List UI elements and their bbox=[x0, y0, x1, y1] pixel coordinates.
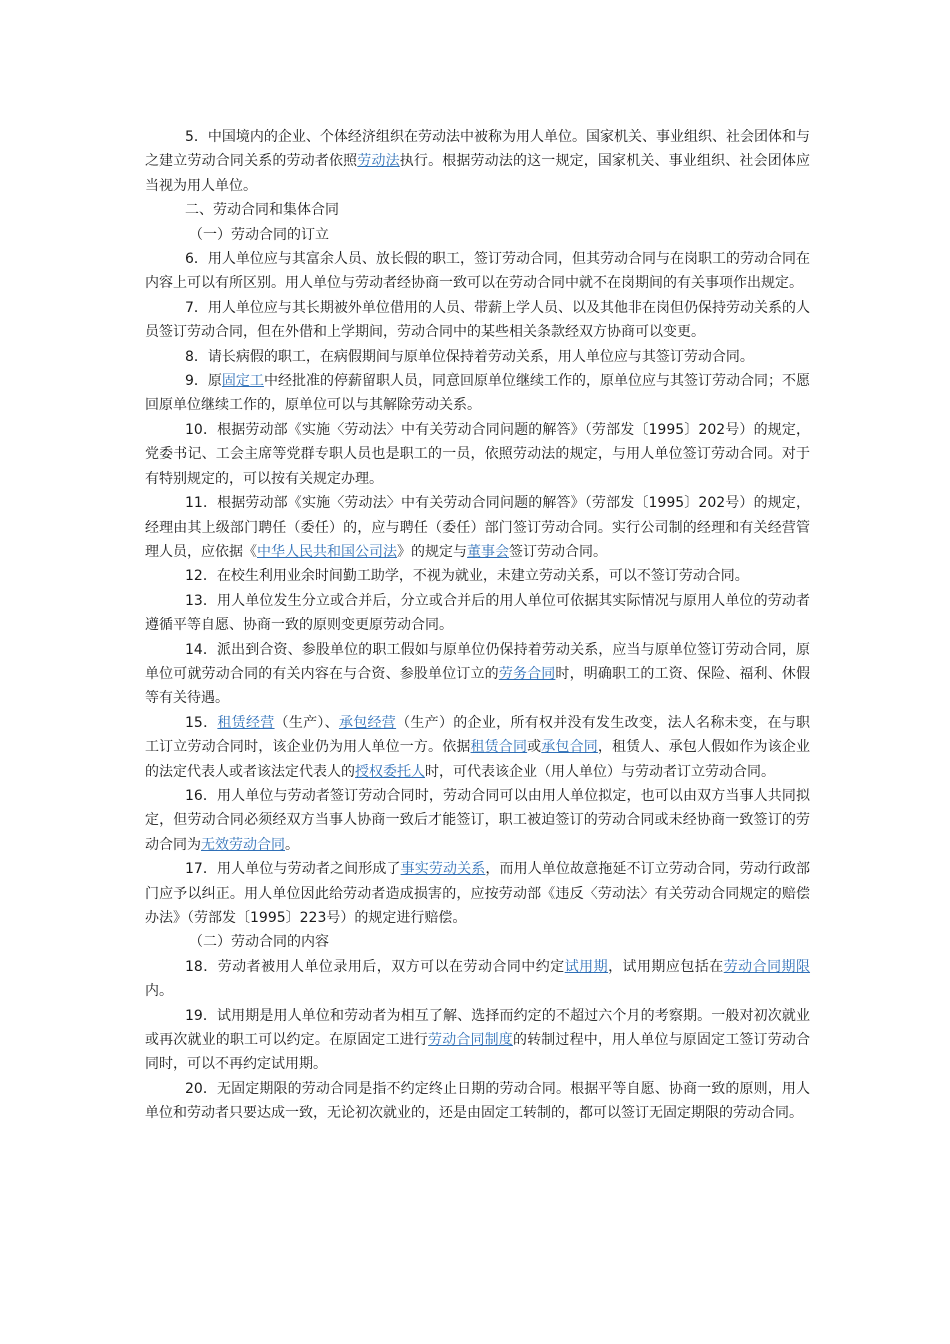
paragraph-text: 9．原 bbox=[185, 373, 222, 390]
paragraph bbox=[145, 955, 810, 1004]
paragraph-text: ，试用期应包括在 bbox=[608, 958, 724, 975]
paragraph-text: 20．无固定期限的劳动合同是指不约定终止日期的劳动合同。根据平等自愿、协商一致的原则，用人单位和劳动者只要达成一致，无论初次就业的，还是由固定工转制的，都可以签订无固定期限的劳动合同。 bbox=[145, 1080, 810, 1122]
paragraph-text: 12．在校生利用业余时间勤工助学，不视为就业，未建立劳动关系，可以不签订劳动合同。 bbox=[185, 568, 749, 585]
paragraph-text: 18．劳动者被用人单位录用后，双方可以在劳动合同中约定 bbox=[185, 958, 565, 975]
paragraph bbox=[145, 125, 810, 198]
paragraph bbox=[145, 491, 810, 564]
paragraph-text: ，租赁人、承包人假如作为该企业的法定代表人或者该法定代表人的 bbox=[145, 739, 811, 780]
paragraph-text: 执行。根据劳动法的这一规定，国家机关、事业组织、社会团体应当视为用人单位。 bbox=[145, 153, 811, 194]
paragraph bbox=[145, 784, 810, 857]
paragraph bbox=[145, 564, 810, 588]
paragraph-text: 15． bbox=[185, 714, 218, 731]
paragraph-text: 11．根据劳动部《实施〈劳动法〉中有关劳动合同问题的解答》（劳部发〔1995〕202号）的规定，经理由其上级部门聘任（委任）的，应与聘任（委任）部门签订劳动合同。实行公司制的经理和有关经营管理人员，应依据《 bbox=[145, 495, 810, 560]
paragraph-text: 13．用人单位发生分立或合并后，分立或合并后的用人单位可依据其实际情况与原用人单位的劳动者遵循平等自愿、协商一致的原则变更原劳动合同。 bbox=[145, 592, 810, 634]
hyperlink[interactable]: 劳动合同期限 bbox=[723, 958, 811, 975]
hyperlink[interactable]: 承包合同 bbox=[541, 739, 598, 756]
paragraph-text: 中经批准的停薪留职人员，同意回原单位继续工作的，原单位应与其签订劳动合同；不愿回原单位继续工作的，原单位可以与其解除劳动关系。 bbox=[145, 373, 811, 414]
paragraph-text: 内。 bbox=[145, 983, 173, 1000]
paragraph-text: 19．试用期是用人单位和劳动者为相互了解、选择而约定的不超过六个月的考察期。一般对初次就业或再次就业的职工可以约定。在原固定工进行 bbox=[145, 1007, 810, 1049]
paragraph-text: 8．请长病假的职工，在病假期间与原单位保持着劳动关系，用人单位应与其签订劳动合同。 bbox=[185, 348, 754, 365]
paragraph bbox=[145, 711, 810, 784]
paragraph bbox=[145, 589, 810, 638]
hyperlink[interactable]: 劳动法 bbox=[357, 153, 400, 170]
paragraph bbox=[145, 930, 810, 954]
hyperlink[interactable]: 固定工 bbox=[221, 373, 264, 390]
paragraph-text: 时，明确职工的工资、保险、福利、休假等有关待遇。 bbox=[145, 665, 811, 707]
paragraph-text: （生产）、 bbox=[274, 714, 339, 731]
paragraph-text: 签订劳动合同。 bbox=[509, 543, 607, 560]
paragraph-text: ，而用人单位故意拖延不订立劳动合同，劳动行政部门应予以纠正。用人单位因此给劳动者造成损害的，应按劳动部《违反〈劳动法〉有关劳动合同规定的赔偿办法》（劳部发〔1995〕223号）的规定进行赔偿。 bbox=[145, 861, 811, 926]
paragraph bbox=[145, 296, 810, 345]
paragraph bbox=[145, 418, 810, 491]
hyperlink[interactable]: 中华人民共和国公司法 bbox=[257, 543, 397, 560]
paragraph-text: 17．用人单位与劳动者之间形成了 bbox=[185, 861, 401, 878]
paragraph bbox=[145, 1004, 810, 1077]
hyperlink[interactable]: 劳动合同制度 bbox=[428, 1032, 513, 1049]
paragraph bbox=[145, 1077, 810, 1126]
paragraph-text: 16．用人单位与劳动者签订劳动合同时，劳动合同可以由用人单位拟定，也可以由双方当事人共同拟定，但劳动合同必须经双方当事人协商一致后才能签订，职工被迫签订的劳动合同或未经协商一致签订的劳动合同为 bbox=[145, 787, 810, 853]
paragraph bbox=[145, 369, 810, 418]
hyperlink[interactable]: 授权委托人 bbox=[355, 763, 425, 780]
hyperlink[interactable]: 事实劳动关系 bbox=[400, 861, 486, 878]
paragraph bbox=[145, 247, 810, 296]
paragraph bbox=[145, 857, 810, 930]
paragraph-text: （二）劳动合同的内容 bbox=[189, 934, 329, 951]
hyperlink[interactable]: 租赁经营 bbox=[217, 714, 275, 731]
paragraph-text: 10．根据劳动部《实施〈劳动法〉中有关劳动合同问题的解答》（劳部发〔1995〕202号）的规定，党委书记、工会主席等党群专职人员也是职工的一员，依照劳动法的规定，与用人单位签订劳动合同。对于有特别规定的，可以按有关规定办理。 bbox=[145, 421, 810, 487]
hyperlink[interactable]: 董事会 bbox=[467, 543, 509, 560]
paragraph-text: 》的规定与 bbox=[397, 543, 467, 560]
paragraph-text: 的转制过程中，用人单位与原固定工签订劳动合同时，可以不再约定试用期。 bbox=[145, 1032, 811, 1073]
paragraph-text: 。 bbox=[285, 836, 299, 853]
paragraph bbox=[145, 345, 810, 369]
hyperlink[interactable]: 试用期 bbox=[564, 958, 609, 975]
hyperlink[interactable]: 劳务合同 bbox=[498, 665, 556, 682]
paragraph-text: 或 bbox=[527, 739, 542, 756]
hyperlink[interactable]: 承包经营 bbox=[338, 714, 397, 731]
paragraph-text: 14．派出到合资、参股单位的职工假如与原单位仍保持着劳动关系，应当与原单位签订劳动合同，原单位可就劳动合同的有关内容在与合资、参股单位订立的 bbox=[145, 641, 810, 682]
paragraph-text: 二、劳动合同和集体合同 bbox=[185, 202, 339, 219]
document-body bbox=[145, 125, 810, 1126]
paragraph-text: 7．用人单位应与其长期被外单位借用的人员、带薪上学人员、以及其他非在岗但仍保持劳动关系的人员签订劳动合同，但在外借和上学期间，劳动合同中的某些相关条款经双方协商可以变更。 bbox=[145, 299, 810, 341]
paragraph-text: 时，可代表该企业（用人单位）与劳动者订立劳动合同。 bbox=[425, 763, 775, 780]
hyperlink[interactable]: 租赁合同 bbox=[470, 739, 528, 756]
hyperlink[interactable]: 无效劳动合同 bbox=[201, 836, 285, 853]
paragraph bbox=[145, 198, 810, 222]
paragraph-text: 5．中国境内的企业、个体经济组织在劳动法中被称为用人单位。国家机关、事业组织、社会团体和与之建立劳动合同关系的劳动者依照 bbox=[145, 129, 810, 170]
paragraph-text: 6．用人单位应与其富余人员、放长假的职工，签订劳动合同，但其劳动合同与在岗职工的劳动合同在内容上可以有所区别。用人单位与劳动者经协商一致可以在劳动合同中就不在岗期间的有关事项作出规定。 bbox=[145, 251, 810, 292]
paragraph bbox=[145, 638, 810, 711]
paragraph bbox=[145, 223, 810, 247]
paragraph-text: （生产）的企业，所有权并没有发生改变，法人名称未变，在与职工订立劳动合同时，该企业仍为用人单位一方。依据 bbox=[145, 714, 811, 756]
paragraph-text: （一）劳动合同的订立 bbox=[189, 226, 329, 243]
